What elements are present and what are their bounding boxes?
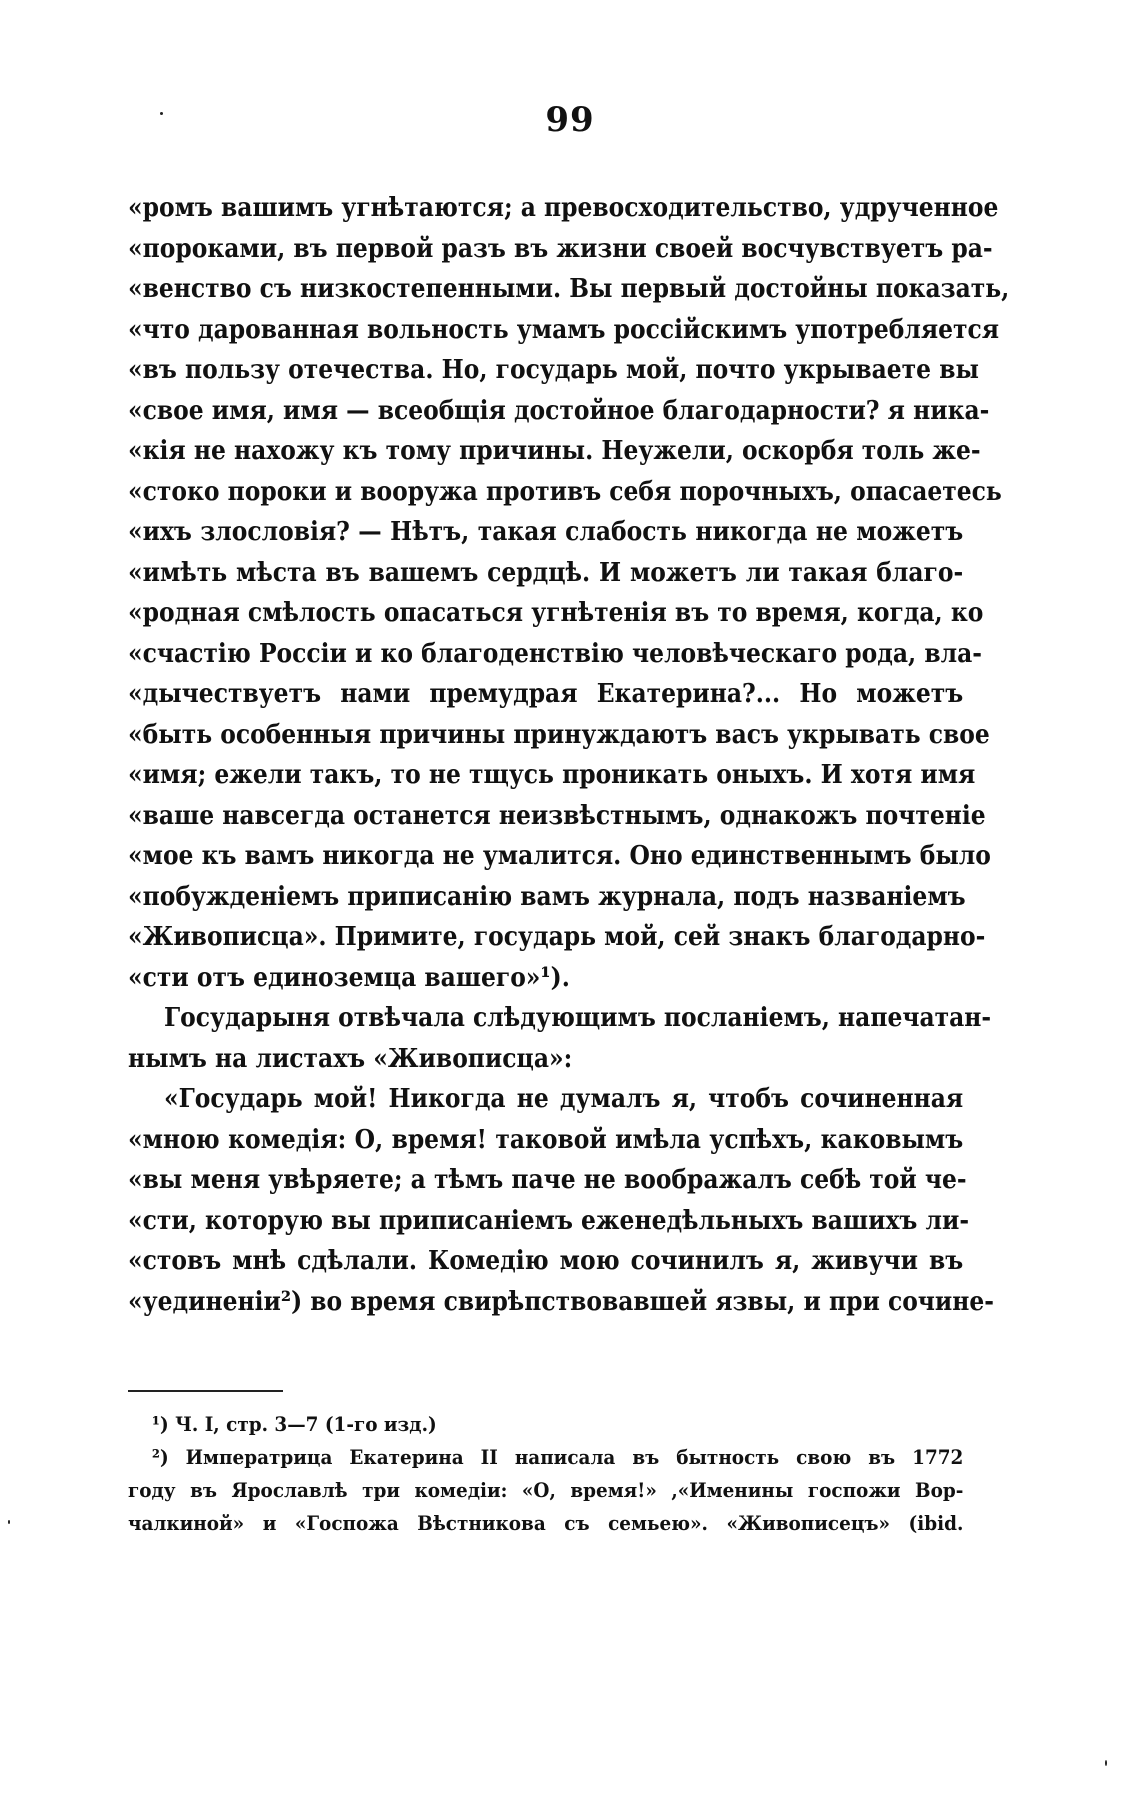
page-number: 99 bbox=[545, 100, 595, 140]
text-line: «счастію Россіи и ко благоденствію человѣческаго рода, вла- bbox=[128, 638, 982, 669]
scan-speck bbox=[8, 1520, 10, 1524]
footnote-line: ¹) Ч. I, стр. 3—7 (1-го изд.) bbox=[151, 1412, 437, 1436]
text-line: нымъ на листахъ «Живописца»: bbox=[128, 1043, 573, 1074]
text-line: «родная смѣлость опасаться угнѣтенія въ то время, когда, ко bbox=[128, 598, 984, 628]
footnote-line: году въ Ярославлѣ три комедіи: «О, время!» ,«Именины госпожи Вор- bbox=[128, 1478, 964, 1502]
text-line: «уединеніи²) во время свирѣпствовавшей язвы, и при сочине- bbox=[128, 1286, 995, 1317]
body-text bbox=[128, 188, 1010, 1322]
text-line: «ваше навсегда останется неизвѣстнымъ, однакожъ почтеніе bbox=[128, 800, 986, 831]
scan-speck bbox=[160, 112, 163, 115]
footnote-divider bbox=[128, 1390, 283, 1392]
text-line: «кія не нахожу къ тому причины. Неужели, оскорбя толь же- bbox=[128, 436, 981, 466]
footnote-line: ²) Императрица Екатерина II написала въ бытность свою въ 1772 bbox=[151, 1445, 964, 1469]
text-line: «побужденіемъ приписанію вамъ журнала, подъ названіемъ bbox=[128, 881, 966, 912]
text-line: «вы меня увѣряете; а тѣмъ паче не воображалъ себѣ той че- bbox=[128, 1165, 967, 1195]
text-line: Государыня отвѣчала слѣдующимъ посланіемъ, напечатан- bbox=[164, 1003, 992, 1033]
text-line: «быть особенныя причины принуждаютъ васъ укрывать свое bbox=[128, 719, 990, 750]
text-line: «пороками, въ первой разъ въ жизни своей восчувствуетъ ра- bbox=[128, 233, 993, 264]
text-line: «Живописца». Примите, государь мой, сей знакъ благодарно- bbox=[128, 922, 986, 952]
text-line: «сти, которую вы приписаніемъ еженедѣльныхъ вашихъ ли- bbox=[128, 1205, 970, 1236]
text-line: «что дарованная вольность умамъ россійскимъ употребляется bbox=[128, 314, 1000, 345]
footnotes bbox=[128, 1408, 964, 1540]
text-line: «мною комедія: О, время! таковой имѣла успѣхъ, каковымъ bbox=[128, 1124, 964, 1155]
text-line: «имѣть мѣста въ вашемъ сердцѣ. И можетъ ли такая благо- bbox=[128, 557, 964, 588]
text-line: «ромъ вашимъ угнѣтаются; а превосходительство, удрученное bbox=[128, 193, 999, 223]
text-line: «сти отъ единоземца вашего»¹). bbox=[128, 962, 570, 993]
text-line: «ихъ злословія? — Нѣтъ, такая слабость никогда не можетъ bbox=[128, 517, 964, 547]
text-line: «стоко пороки и вооружа противъ себя порочныхъ, опасаетесь bbox=[128, 476, 1002, 507]
text-line: «свое имя, имя — всеобщія достойное благодарности? я ника- bbox=[128, 395, 990, 426]
footnote-line: чалкиной» и «Госпожа Вѣстникова съ семьею». «Живописецъ» (ibid. bbox=[128, 1511, 964, 1535]
text-line: «Государь мой! Никогда не думалъ я, чтобъ сочиненная bbox=[164, 1084, 964, 1114]
text-line: «дычествуетъ нами премудрая Екатерина?... Но можетъ bbox=[128, 679, 964, 709]
text-line: «венство съ низкостепенными. Вы первый достойны показать, bbox=[128, 274, 1010, 304]
text-line: «стовъ мнѣ сдѣлали. Комедію мою сочинилъ я, живучи въ bbox=[128, 1246, 964, 1276]
text-line: «имя; ежели такъ, то не тщусь проникать оныхъ. И хотя имя bbox=[128, 760, 976, 790]
text-line: «въ пользу отечества. Но, государь мой, почто укрываете вы bbox=[128, 355, 979, 385]
text-line: «мое къ вамъ никогда не умалится. Оно единственнымъ было bbox=[128, 841, 991, 871]
scan-speck bbox=[1105, 1760, 1107, 1766]
